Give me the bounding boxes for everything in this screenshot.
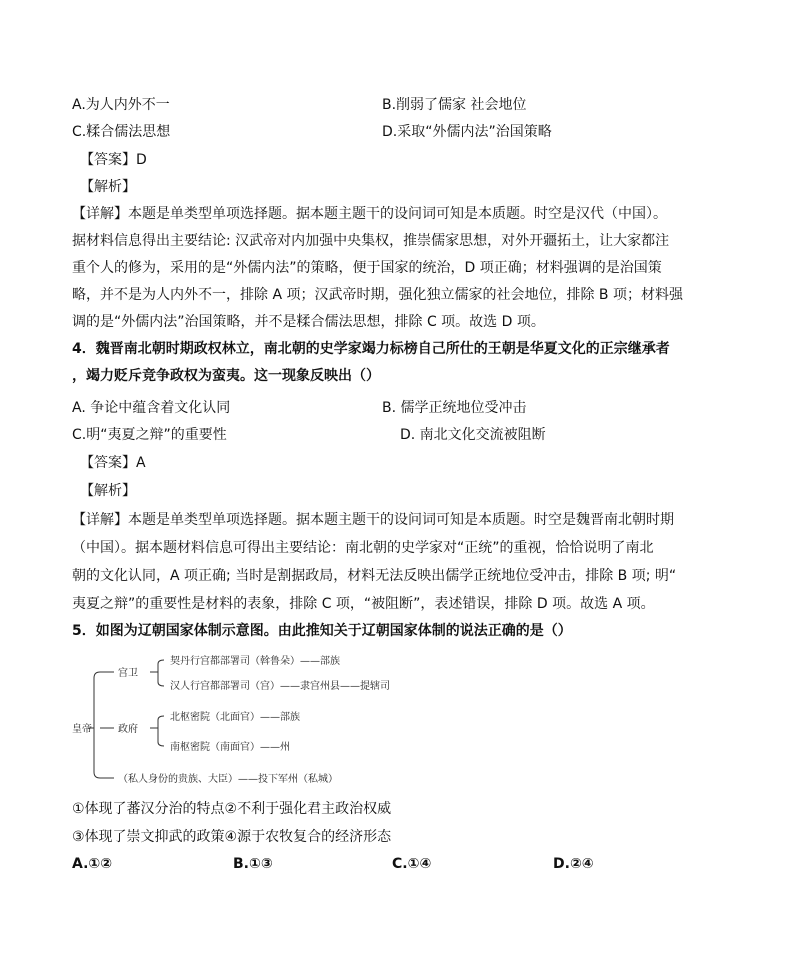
- q3-option-b: B.削弱了儒家 社会地位: [382, 97, 527, 113]
- q4-detail-line: 朝的文化认同，A 项正确; 当时是割据政局，材料无法反映出儒学正统地位受冲击，排除 B 项; 明“: [72, 568, 677, 584]
- q3-detail-line: 据材料信息得出主要结论: 汉武帝对内加强中央集权，推崇儒家思想，对外开疆拓土，让大家都注: [72, 233, 670, 249]
- q5-stem: 5．如图为辽朝国家体制示意图。由此推知关于辽朝国家体制的说法正确的是（）: [72, 623, 572, 639]
- q4-option-b: B. 儒学正统地位受冲击: [382, 400, 527, 416]
- diagram-branch-gongwei: 宫卫: [118, 668, 138, 679]
- q4-detail-line: 【详解】本题是单类型单项选择题。据本题主题干的设问词可知是本质题。时空是魏晋南北朝时期: [72, 512, 674, 528]
- q5-statements: ①体现了蕃汉分治的特点②不利于强化君主政治权威: [72, 801, 392, 817]
- liao-system-diagram: [70, 648, 450, 788]
- diagram-node: 南枢密院（南面官）——州: [170, 742, 290, 753]
- diagram-branch-zhengfu: 政府: [118, 724, 138, 735]
- diagram-node: 北枢密院（北面官）——部族: [170, 712, 300, 723]
- q3-detail-line: 调的是“外儒内法”治国策略，并不是糅合儒法思想，排除 C 项。故选 D 项。: [72, 314, 545, 330]
- q5-option-a: A.①②: [72, 856, 113, 872]
- diagram-bracket: [94, 672, 100, 778]
- q3-detail-line: 【详解】本题是单类型单项选择题。据本题主题干的设问词可知是本质题。时空是汉代（中国）。: [72, 206, 667, 222]
- diagram-root: 皇帝: [72, 724, 92, 735]
- diagram-bracket: [158, 716, 164, 746]
- diagram-node: 契丹行宫都部署司（斡鲁朵）——部族: [170, 656, 340, 667]
- q3-detail-line: 重个人的修为，采用的是“外儒内法”的策略，便于国家的统治，D 项正确；材料强调的是治国策: [72, 260, 662, 276]
- q5-statements: ③体现了崇文抑武的政策④源于农牧复合的经济形态: [72, 829, 392, 845]
- q4-stem: 4．魏晋南北朝时期政权林立，南北朝的史学家竭力标榜自己所仕的王朝是华夏文化的正宗继承者: [72, 341, 670, 357]
- q4-option-d: D. 南北文化交流被阻断: [400, 427, 546, 443]
- q3-option-c: C.糅合儒法思想: [72, 124, 171, 140]
- answer-label: 【答案】: [80, 455, 136, 471]
- q5-option-b: B.①③: [233, 856, 273, 872]
- diagram-branch-private: （私人身份的贵族、大臣）——投下军州（私城）: [118, 774, 338, 785]
- answer-value: D: [136, 152, 147, 168]
- diagram-node: 汉人行宫都部署司（宫）——隶宫州县——提辖司: [170, 681, 390, 692]
- q3-option-d: D.采取“外儒内法”治国策略: [382, 124, 552, 140]
- q3-option-a: A.为人内外不一: [72, 97, 170, 113]
- q4-option-c: C.明“夷夏之辩”的重要性: [72, 427, 227, 443]
- q4-analysis-label: 【解析】: [80, 483, 136, 499]
- q4-stem: ，竭力贬斥竞争政权为蛮夷。这一现象反映出（）: [72, 368, 380, 384]
- q4-answer: [80, 453, 146, 473]
- diagram-bracket: [158, 660, 164, 686]
- q5-option-d: D.②④: [553, 856, 594, 872]
- q3-analysis-label: 【解析】: [80, 179, 136, 195]
- q4-option-a: A. 争论中蕴含着文化认同: [72, 400, 231, 416]
- answer-label: 【答案】: [80, 152, 136, 168]
- q3-answer: [80, 150, 147, 170]
- q4-detail-line: 夷夏之辩”的重要性是材料的表象，排除 C 项，“被阻断”，表述错误，排除 D 项。故选 A 项。: [72, 596, 655, 612]
- answer-value: A: [136, 455, 146, 471]
- q3-detail-line: 略，并不是为人内外不一，排除 A 项；汉武帝时期，强化独立儒家的社会地位，排除 B 项；材料强: [72, 287, 683, 303]
- q4-detail-line: （中国）。据本题材料信息可得出主要结论：南北朝的史学家对“正统”的重视，恰恰说明了南北: [72, 540, 654, 556]
- q5-option-c: C.①④: [392, 856, 432, 872]
